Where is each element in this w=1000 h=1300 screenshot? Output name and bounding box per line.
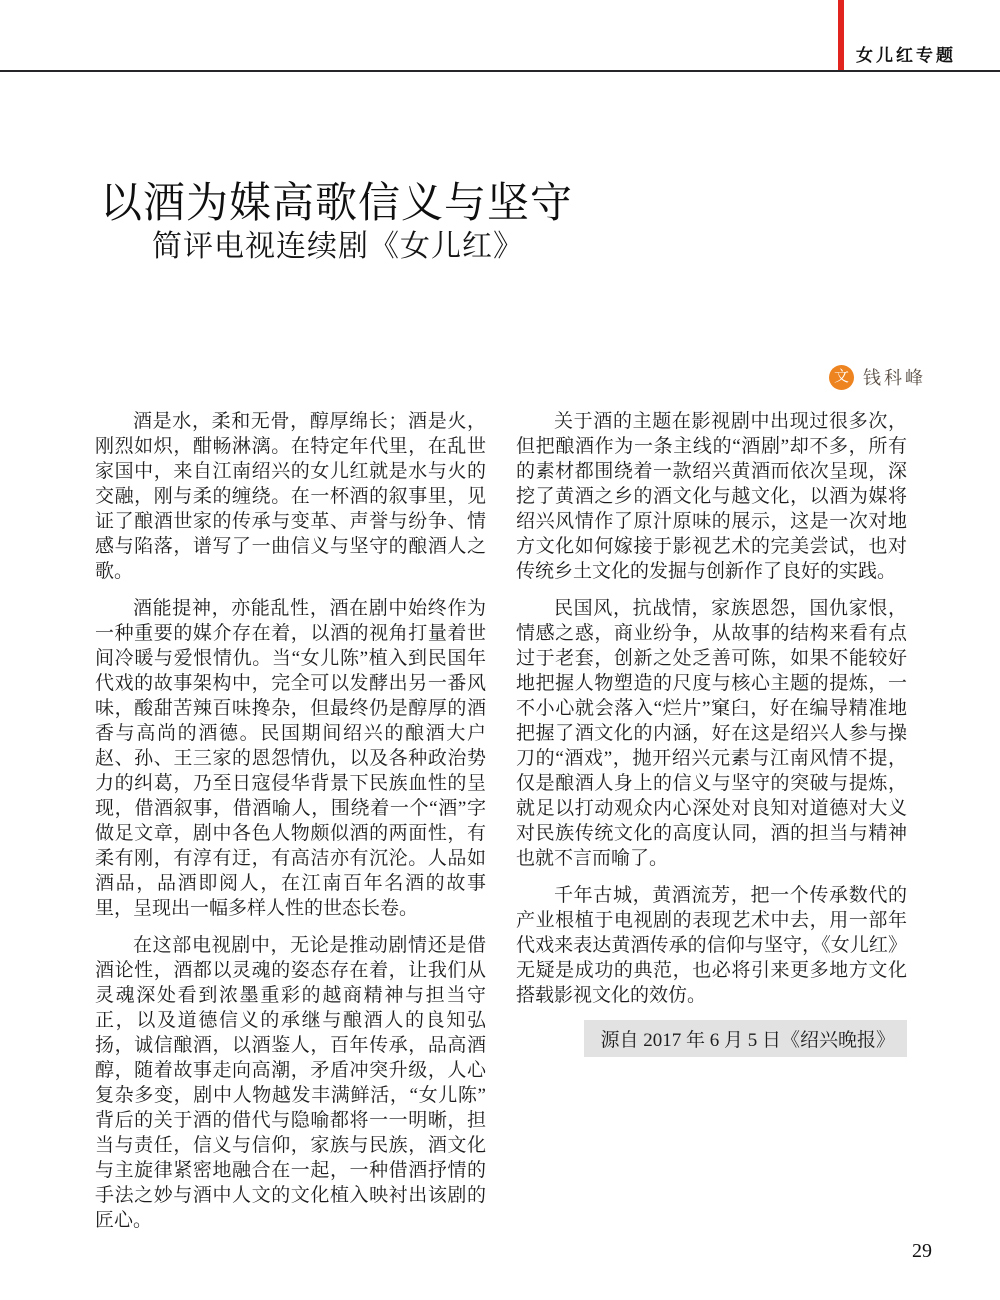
topic-label: 女儿红专题 xyxy=(856,46,956,65)
source-row xyxy=(516,1020,907,1057)
right-column xyxy=(516,409,907,1245)
page-number: 29 xyxy=(912,1240,932,1262)
article-title: 以酒为媒高歌信义与坚守 xyxy=(100,179,574,226)
header-accent-bar xyxy=(838,0,844,71)
left-column xyxy=(95,409,486,1245)
header-rule xyxy=(0,70,1000,72)
source-attribution: 源自 2017 年 6 月 5 日《绍兴晚报》 xyxy=(584,1020,907,1057)
paragraph: 酒能提神，亦能乱性，酒在剧中始终作为一种重要的媒介存在着，以酒的视角打量着世间冷暖与爱恨情仇。当“女儿陈”植入到民国年代戏的故事架构中，完全可以发酵出另一番风味，酸甜苦辣百味搀杂，但最终仍是醇厚的酒香与高尚的酒德。民国期间绍兴的酿酒大户赵、孙、王三家的恩怨情仇，以及各种政治势力的纠葛，乃至日寇侵华背景下民族血性的呈现，借酒叙事，借酒喻人，围绕着一个“酒”字做足文章，剧中各色人物颇似酒的两面性，有柔有刚，有淳有迂，有高洁亦有沉沦。人品如酒品，品酒即阅人，在江南百年名酒的故事里，呈现出一幅多样人性的世态长卷。 xyxy=(95,598,486,919)
author-badge-icon: 文 xyxy=(829,365,854,390)
article-subtitle: 简评电视连续剧《女儿红》 xyxy=(152,230,524,263)
paragraph: 关于酒的主题在影视剧中出现过很多次，但把酿酒作为一条主线的“酒剧”却不多，所有的素材都围绕着一款绍兴黄酒而依次呈现，深挖了黄酒之乡的酒文化与越文化，以酒为媒将绍兴风情作了原汁原味的展示，这是一次对地方文化如何嫁接于影视艺术的完美尝试，也对传统乡土文化的发掘与创新作了良好的实践。 xyxy=(516,411,907,582)
paragraph: 酒是水，柔和无骨，醇厚绵长；酒是火，刚烈如炽，酣畅淋漓。在特定年代里，在乱世家国中，来自江南绍兴的女儿红就是水与火的交融，刚与柔的缠绕。在一杯酒的叙事里，见证了酿酒世家的传承与变革、声誉与纷争、情感与陷落，谱写了一曲信义与坚守的酿酒人之歌。 xyxy=(95,411,486,582)
author-name: 钱科峰 xyxy=(863,368,926,388)
article-body xyxy=(95,409,907,1245)
paragraph: 在这部电视剧中，无论是推动剧情还是借酒论性，酒都以灵魂的姿态存在着，让我们从灵魂深处看到浓墨重彩的越商精神与担当守正，以及道德信义的承继与酿酒人的良知弘扬，诚信酿酒，以酒鉴人，百年传承，品高酒醇，随着故事走向高潮，矛盾冲突升级，人心复杂多变，剧中人物越发丰满鲜活，“女儿陈”背后的关于酒的借代与隐喻都将一一明晰，担当与责任，信义与信仰，家族与民族，酒文化与主旋律紧密地融合在一起，一种借酒抒情的手法之妙与酒中人文的文化植入映衬出该剧的匠心。 xyxy=(95,935,486,1231)
paragraph: 民国风，抗战情，家族恩怨，国仇家恨，情感之惑，商业纷争，从故事的结构来看有点过于老套，创新之处乏善可陈，如果不能较好地把握人物塑造的尺度与核心主题的提炼，一不小心就会落入“烂片”窠臼，好在编导精准地把握了酒文化的内涵，好在这是绍兴人参与操刀的“酒戏”，抛开绍兴元素与江南风情不提，仅是酿酒人身上的信义与坚守的突破与提炼，就足以打动观众内心深处对良知对道德对大义对民族传统文化的高度认同，酒的担当与精神也就不言而喻了。 xyxy=(516,598,907,869)
byline xyxy=(829,364,926,390)
paragraph: 千年古城，黄酒流芳，把一个传承数代的产业根植于电视剧的表现艺术中去，用一部年代戏来表达黄酒传承的信仰与坚守，《女儿红》无疑是成功的典范，也必将引来更多地方文化搭载影视文化的效仿。 xyxy=(516,885,907,1006)
